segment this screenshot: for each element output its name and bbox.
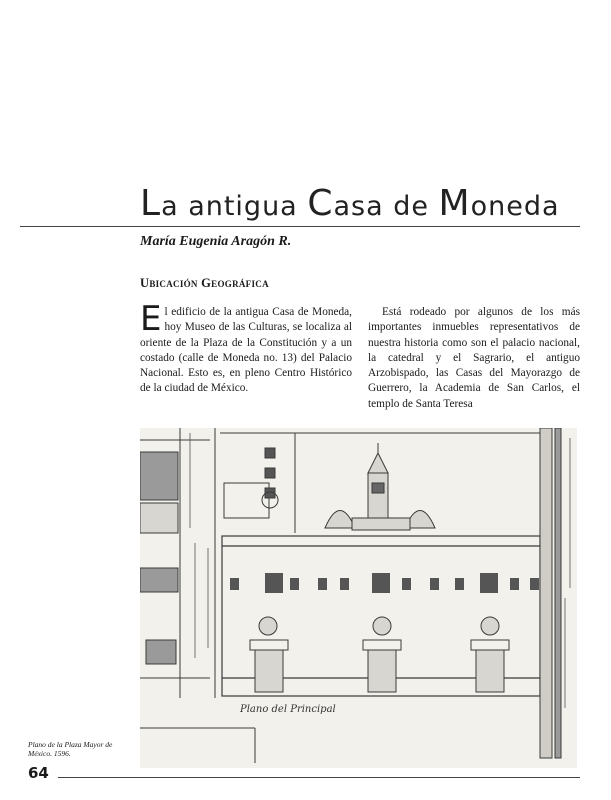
title-part-3: Moneda [438, 183, 560, 224]
title-part-1: La antigua [140, 183, 308, 224]
map-window [530, 578, 539, 590]
map-window [430, 578, 439, 590]
map-window [290, 578, 299, 590]
map-illustration [140, 428, 577, 768]
historic-map-figure [140, 428, 577, 768]
body-column-1-text: l edificio de la antigua Casa de Moneda, hoy Museo de las Culturas, se localiza al oriente de la Plaza de la Constitución y a un costado (calle de Moneda no. 13) del Palacio Nacional. Esto es, en pleno Centro Histórico de la ciudad de México. [140, 306, 352, 395]
body-column-1 [140, 299, 352, 397]
author-byline: María Eugenia Aragón R. [140, 234, 292, 249]
body-column-2-text: Está rodeado por algunos de los más importantes inmuebles representativos de nuestra historia como son el palacio nacional, la catedral y el Sagrario, el antiguo Arzobispado, las Casas del Mayorazgo de Guerrero, la Academia de San Carlos, el templo de Santa Teresa [368, 306, 580, 410]
title-part-2: Casa de [307, 183, 439, 224]
map-window [318, 578, 327, 590]
page-number: 64 [28, 764, 49, 782]
map-window [455, 578, 464, 590]
title-rule [20, 226, 580, 227]
map-window [480, 573, 498, 593]
map-window [372, 573, 390, 593]
map-window [340, 578, 349, 590]
figure-caption: Plano de la Plaza Mayor de México. 1596. [28, 740, 113, 758]
map-window [510, 578, 519, 590]
section-heading: Ubicación Geográfica [140, 276, 269, 290]
body-column-2 [368, 305, 580, 412]
drop-cap: E [140, 299, 162, 339]
map-label: Plano del Principal [240, 704, 336, 715]
map-window [402, 578, 411, 590]
map-window [265, 573, 283, 593]
map-window [230, 578, 239, 590]
footer-rule [58, 777, 580, 778]
article-title [140, 183, 560, 224]
